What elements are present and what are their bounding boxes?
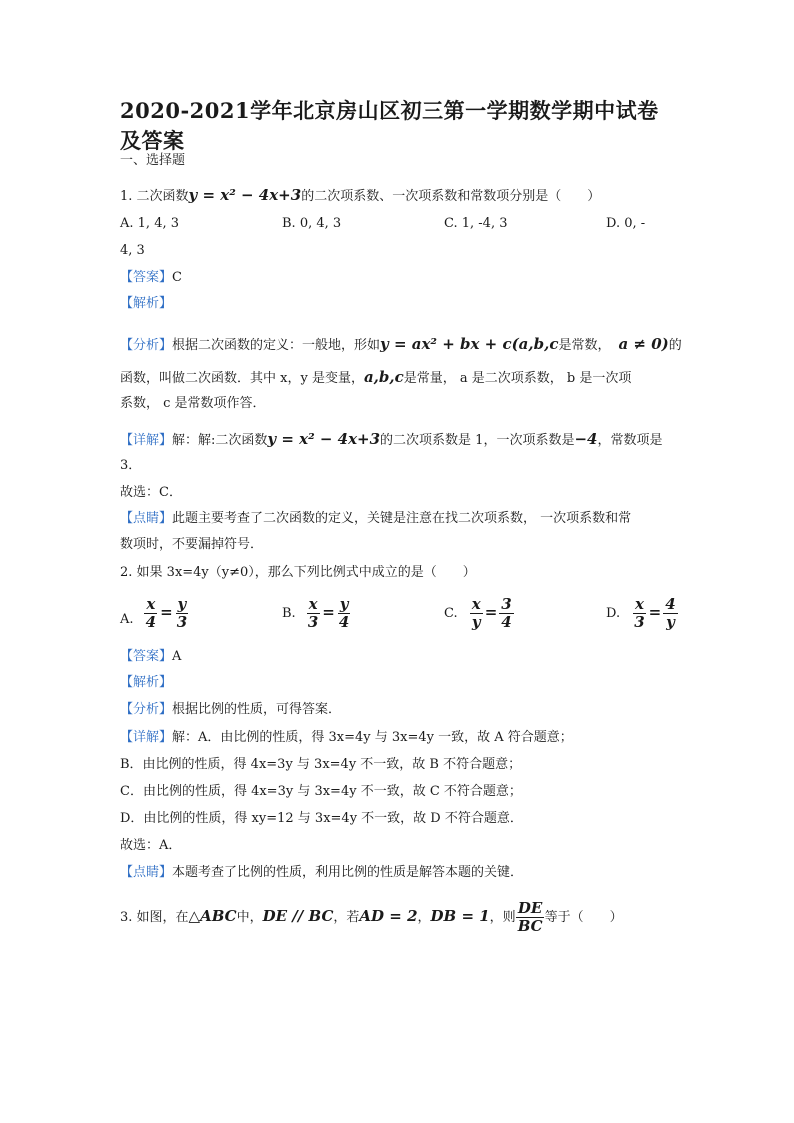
denominator: 3 — [176, 613, 188, 631]
fraction — [632, 596, 646, 631]
numerator: x — [146, 595, 156, 613]
numerator: y — [177, 595, 187, 613]
q1-dianjing-line2: 数项时，不要漏掉符号． — [120, 537, 264, 552]
option-label: D. — [606, 606, 621, 621]
fraction — [470, 596, 483, 631]
fraction — [663, 596, 677, 631]
fenxi-text: 的 — [668, 338, 682, 353]
q1-answer — [120, 267, 182, 289]
equals-sign: = — [648, 603, 662, 621]
xiangjie-tag: 【详解】 — [120, 433, 173, 448]
quadratic-general-form: y = ax² + bx + c(a,b,c — [380, 335, 559, 353]
q3-text: 等于（ ） — [544, 910, 623, 925]
q1-stem-pre: 1. 二次函数 — [120, 189, 189, 204]
q1-stem-post: 的二次项系数、一次项系数和常数项分别是（ ） — [301, 189, 601, 204]
numerator: 4 — [665, 595, 676, 613]
xiangjie-text: 解：A．由比例的性质，得 3x=4y 与 3x=4y 一致，故 A 符合题意； — [172, 730, 573, 745]
answer-tag: 【答案】 — [120, 270, 173, 285]
q2-fenxi — [120, 699, 341, 721]
answer-tag: 【答案】 — [120, 649, 173, 664]
fraction — [175, 596, 189, 631]
q2-answer — [120, 646, 181, 668]
q3-text: ， — [417, 910, 431, 925]
q2-dianjing — [120, 862, 523, 884]
denominator: y — [471, 613, 481, 631]
option-label: A. — [120, 612, 134, 627]
de-parallel-bc: DE // BC — [262, 907, 334, 925]
q2-option-a — [120, 596, 189, 631]
denominator: y — [666, 613, 675, 631]
q3-stem — [120, 898, 623, 936]
answer-value: C — [172, 270, 182, 285]
denominator: BC — [517, 917, 543, 935]
section-heading: 一、选择题 — [120, 153, 186, 168]
q1-option-b: B. 0, 4, 3 — [282, 216, 342, 231]
option-label: C. — [444, 606, 458, 621]
xiangjie-text: 解：解:二次函数 — [172, 433, 268, 448]
ad-value: AD = 2 — [359, 907, 418, 925]
q1-analysis-tag: 【解析】 — [120, 296, 173, 311]
q2-analysis-tag: 【解析】 — [120, 675, 173, 690]
denominator: 4 — [338, 613, 350, 631]
fraction — [337, 596, 351, 631]
fenxi-text: 是常量， a 是二次项系数， b 是一次项 — [403, 371, 632, 386]
equals-sign: = — [484, 603, 498, 621]
xiangjie-text: 的二次项系数是 1，一次项系数是 — [380, 433, 575, 448]
q1-option-a: A. 1, 4, 3 — [120, 216, 179, 231]
answer-value: A — [172, 649, 182, 664]
q1-stem — [120, 184, 600, 208]
dianjing-tag: 【点睛】 — [120, 865, 173, 880]
dianjing-tag: 【点睛】 — [120, 511, 173, 526]
db-value: DB = 1 — [430, 907, 490, 925]
q2-xiangjie-a — [120, 727, 573, 749]
fraction — [306, 596, 320, 631]
q1-expression-repeat: y = x² − 4x+3 — [267, 430, 381, 448]
q1-conclusion: 故选：C． — [120, 485, 182, 500]
denominator: 3 — [307, 613, 319, 631]
numerator: x — [471, 595, 481, 613]
a-not-zero: a ≠ 0) — [618, 335, 669, 353]
xiangjie-text: ，常数项是 — [597, 433, 663, 448]
q3-text: ，则 — [489, 910, 516, 925]
equals-sign: = — [160, 603, 173, 621]
page-title: 2020-2021学年北京房山区初三第一学期数学期中试卷及答案 — [120, 98, 659, 153]
q1-option-d-cont: 4, 3 — [120, 243, 145, 258]
q3-text: 3. 如图，在 — [120, 910, 189, 925]
numerator: x — [308, 595, 318, 613]
q1-expression: y = x² − 4x+3 — [188, 186, 302, 204]
denominator: 4 — [501, 613, 512, 631]
fenxi-text: 函数，叫做二次函数．其中 x，y 是变量， — [120, 371, 364, 386]
q2-option-d — [606, 596, 678, 631]
q2-stem: 2. 如果 3x=4y（y≠0），那么下列比例式中成立的是（ ） — [120, 565, 476, 580]
equals-sign: = — [322, 603, 335, 621]
q1-fenxi-line1 — [120, 333, 682, 357]
q2-conclusion: 故选：A． — [120, 838, 182, 853]
dianjing-text: 此题主要考查了二次函数的定义，关键是注意在找二次项系数， 一次项系数和常 — [172, 511, 632, 526]
numerator: x — [634, 595, 644, 613]
fenxi-tag: 【分析】 — [120, 702, 173, 717]
q1-option-c: C. 1, -4, 3 — [444, 216, 508, 231]
q2-option-b — [282, 596, 351, 631]
q1-dianjing-line1 — [120, 508, 631, 530]
numerator: y — [339, 595, 349, 613]
dianjing-text: 本题考查了比例的性质，利用比例的性质是解答本题的关键． — [172, 865, 524, 880]
q3-text: ，若 — [333, 910, 360, 925]
xiangjie-tag: 【详解】 — [120, 730, 173, 745]
linear-coefficient: −4 — [574, 430, 598, 448]
numerator: DE — [517, 899, 543, 917]
q3-text: 中， — [236, 910, 263, 925]
fenxi-text: 根据比例的性质，可得答案． — [172, 702, 342, 717]
q1-fenxi-line3: 系数， c 是常数项作答． — [120, 396, 266, 411]
q2-option-c — [444, 596, 514, 631]
numerator: 3 — [501, 595, 512, 613]
q2-xiangjie-b: B．由比例的性质，得 4x=3y 与 3x=4y 不一致，故 B 不符合题意； — [120, 757, 522, 772]
fenxi-text: 是常数， — [558, 338, 611, 353]
triangle-abc: △ABC — [188, 907, 237, 925]
q1-option-d: D. 0, - — [606, 216, 646, 231]
denominator: 4 — [145, 613, 157, 631]
de-over-bc — [516, 900, 545, 935]
q2-xiangjie-c: C．由比例的性质，得 4x=3y 与 3x=4y 不一致，故 C 不符合题意； — [120, 784, 522, 799]
fraction — [499, 596, 513, 631]
q1-fenxi-line2 — [120, 366, 631, 390]
abc-constants: a,b,c — [363, 368, 404, 386]
fenxi-text: 根据二次函数的定义：一般地，形如 — [172, 338, 381, 353]
fenxi-tag: 【分析】 — [120, 338, 173, 353]
option-label: B. — [282, 606, 296, 621]
fraction — [144, 596, 158, 631]
q1-xiangjie-line1 — [120, 428, 662, 452]
q1-xiangjie-line2: 3． — [120, 458, 142, 473]
q2-xiangjie-d: D．由比例的性质，得 xy=12 与 3x=4y 不一致，故 D 不符合题意． — [120, 811, 523, 826]
denominator: 3 — [634, 613, 645, 631]
